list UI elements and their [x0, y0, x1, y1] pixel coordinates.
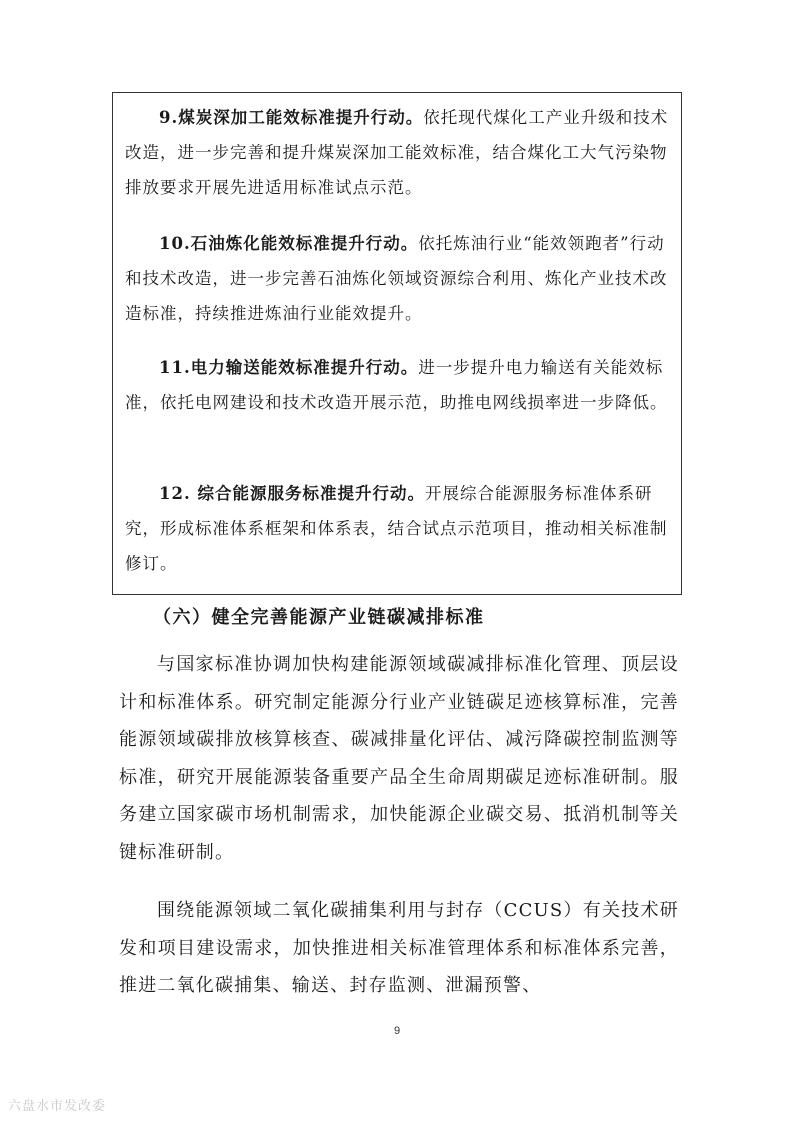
- action-item-12-text: 开展综合能源服务标准体系研究，形成标准体系框架和体系表，结合试点示范项目，推动相关标准制修订。: [125, 484, 668, 573]
- action-item-9: [125, 100, 670, 205]
- action-item-9-text: 依托现代煤化工产业升级和技术改造，进一步完善和提升煤炭深加工能效标准，结合煤化工大气污染物排放要求开展先进适用标准试点示范。: [125, 108, 669, 197]
- body-paragraph-1: 与国家标准协调加快构建能源领域碳减排标准化管理、顶层设计和标准体系。研究制定能源分行业产业链碳足迹核算标准，完善能源领域碳排放核算核查、碳减排量化评估、减污降碳控制监测等标准，研究开展能源装备重要产品全生命周期碳足迹标准研制。服务建立国家碳市场机制需求，加快能源企业碳交易、抵消机制等关键标准研制。: [119, 654, 679, 863]
- page-number: 9: [393, 1025, 401, 1037]
- action-item-11-title: 11.电力输送能效标准提升行动。: [159, 358, 419, 377]
- action-item-11: [125, 350, 670, 420]
- action-item-12-title: 12. 综合能源服务标准提升行动。: [159, 484, 425, 503]
- action-item-9-title: 9.煤炭深加工能效标准提升行动。: [159, 108, 424, 127]
- action-item-10: [125, 226, 670, 331]
- watermark-logo: 六盘水市发改委: [8, 1099, 107, 1114]
- action-item-10-title: 10.石油炼化能效标准提升行动。: [159, 234, 419, 253]
- section-heading: （六）健全完善能源产业链碳减排标准: [153, 607, 485, 628]
- action-item-11-text: 进一步提升电力输送有关能效标准，依托电网建设和技术改造开展示范，助推电网线损率进一步降低。: [125, 358, 668, 412]
- body-paragraph-2: 围绕能源领域二氧化碳捕集利用与封存（CCUS）有关技术研发和项目建设需求，加快推进相关标准管理体系和标准体系完善，推进二氧化碳捕集、输送、封存监测、泄漏预警、: [119, 900, 679, 996]
- action-item-12: [125, 476, 670, 581]
- action-item-10-text: 依托炼油行业“能效领跑者”行动和技术改造，进一步完善石油炼化领域资源综合利用、炼化产业技术改造标准，持续推进炼油行业能效提升。: [125, 234, 668, 323]
